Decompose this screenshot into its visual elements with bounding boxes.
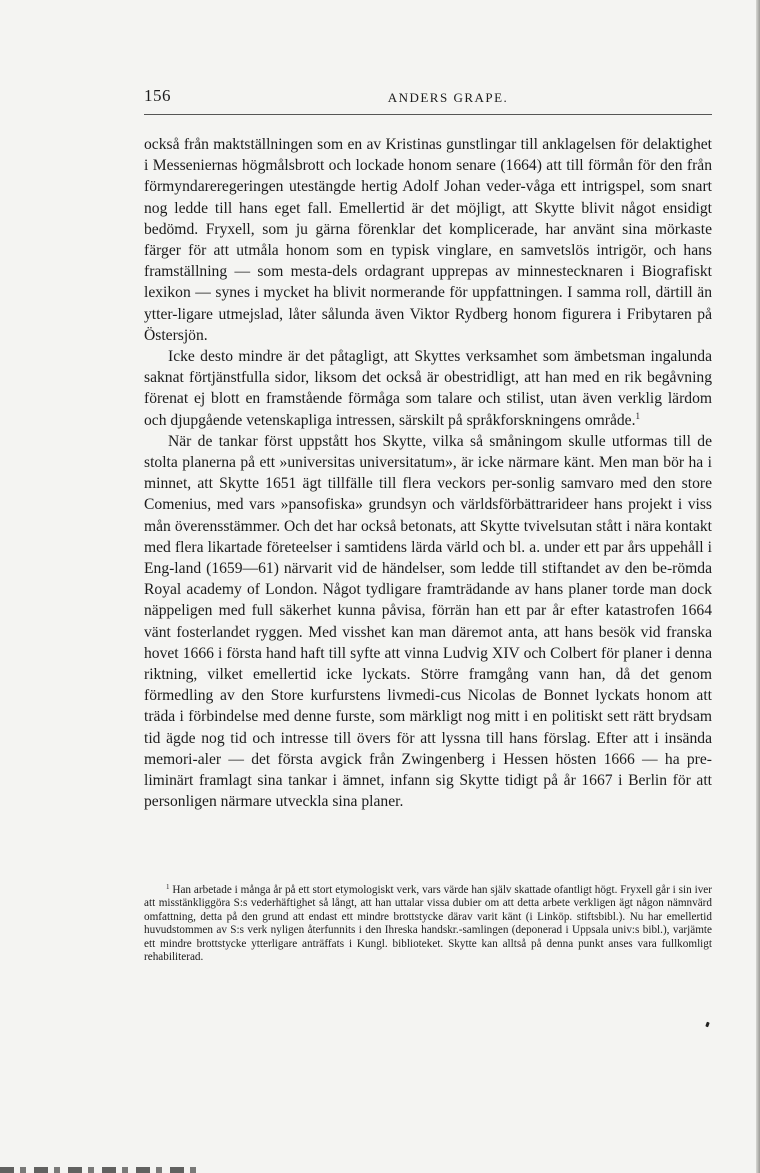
paragraph-3: När de tankar först uppstått hos Skytte, vilka så småningom skulle utformas till de stolta planerna på ett »universitas universitatum», är icke närmare känt. Men man bör ha i minnet, att Skytte 1651 ägt tillfälle till flera veckors per-sonlig samvaro med den store Comenius, med vars »pansofiska» grundsyn och världsförbättrarideer hans projekt i viss mån överensstämmer. Och det har också betonats, att Skytte tvivelsutan stått i nära kontakt med flera likartade företeelser i samtidens lärda värld och bl. a. under ett par års uppehåll i Eng-land (1659—61) närvarit vid de händelser, som ledde till stiftandet av den be-römda Royal academy of London. Något tydligare framträdande av hans planer torde man dock näppeligen med full säkerhet kunna påvisa, förrän han ett par år efter katastrofen 1664 vänt fosterlandet ryggen. Med visshet kan man däremot anta, att hans besök vid franska hovet 1666 i första hand haft till syfte att vinna Ludvig XIV och Colbert för planer i denna riktning, vilket emellertid icke lyckats. Större framgång vann han, då det genom förmedling av den Store kurfurstens livmedi-cus Nicolas de Bonnet lyckats honom att träda i förbindelse med denne furste, som märkligt nog mitt i en politiskt sett rätt brydsam tid ägde nog tid och intresse till övers för att lyssna till hans förslag. Efter att i insända memori-aler — det första avgick från Zwingenberg i Hessen hösten 1666 — ha pre-liminärt framlagt sina tankar i ämnet, infann sig Skytte tidigt på år 1667 i Berlin för att personligen närmare utveckla sina planer.: [144, 432, 712, 811]
paragraph-1: också från maktställningen som en av Kristinas gunstlingar till anklagelsen för delaktighet i Messeniernas högmålsbrott och lockade honom senare (1664) att till förmån för den från förmyndareregeringen utestängde hertig Adolf Johan veder-våga ett intrigspel, som snart nog ledde till hans eget fall. Emellertid är det möjligt, att Skytte blivit något ensidigt bedömd. Fryxell, som ju gärna förenklar det komplicerade, har använt sina mörkaste färger för att utmåla honom som en typisk vinglare, en samvetslös intrigör, och hans framställning — som mesta-dels ordagrant upprepas av minnestecknaren i Biografiskt lexikon — synes i mycket ha blivit normerande för uppfattningen. I samma roll, därtill än ytter-ligare utmejslad, låter sålunda även Viktor Rydberg honom figurera i Fribytaren på Östersjön.: [144, 136, 712, 344]
scan-edge: [756, 0, 760, 1173]
footnote-text: Han arbetade i många år på ett stort etymologiskt verk, vars värde han själv skattade ofantligt högt. Fryxell går i sin iver att misstänkliggöra S:s vederhäftighet så långt, att han uttalar vissa dubier om att detta arbete verkligen ägt någon nämnvärd omfattning, detta på den grund att endast ett mindre brottstycke därav varit känt (i Linköp. stiftsbibl.). Nu har emellertid huvudstommen av S:s verk nyligen återfunnits i den Ihreska handskr.-samlingen (deponerad i Uppsala univ:s bibl.), varjämte ett mindre brottstycke ytterligare anträffats i Kungl. biblioteket. Skytte kan alltså på denna punkt anses vara fullkomligt rehabiliterad.: [144, 884, 713, 964]
page-header: [144, 86, 712, 110]
paragraph-2: [144, 346, 712, 431]
body-text: [144, 134, 712, 813]
running-head: ANDERS GRAPE.: [387, 90, 509, 105]
footnote-marker: 1: [166, 883, 170, 891]
footnotes: [144, 884, 712, 964]
page-number: 156: [144, 86, 171, 105]
footnote-1: [144, 884, 712, 964]
header-rule: [144, 114, 712, 115]
ink-speck: [705, 1022, 710, 1028]
paragraph-2-text: Icke desto mindre är det påtagligt, att Skyttes verksamhet som ämbetsman ingalunda saknat förtjänstfulla sidor, liksom det också är obestridligt, att han med en rik begåvning förenat ej blott en framstående förmåga som talare och stilist, utan även verklig lärdom och djupgående vetenskapliga intressen, särskilt på språkforskningens område.: [144, 348, 712, 429]
footnote-reference: 1: [635, 410, 641, 421]
scan-artifact: [0, 1167, 200, 1173]
